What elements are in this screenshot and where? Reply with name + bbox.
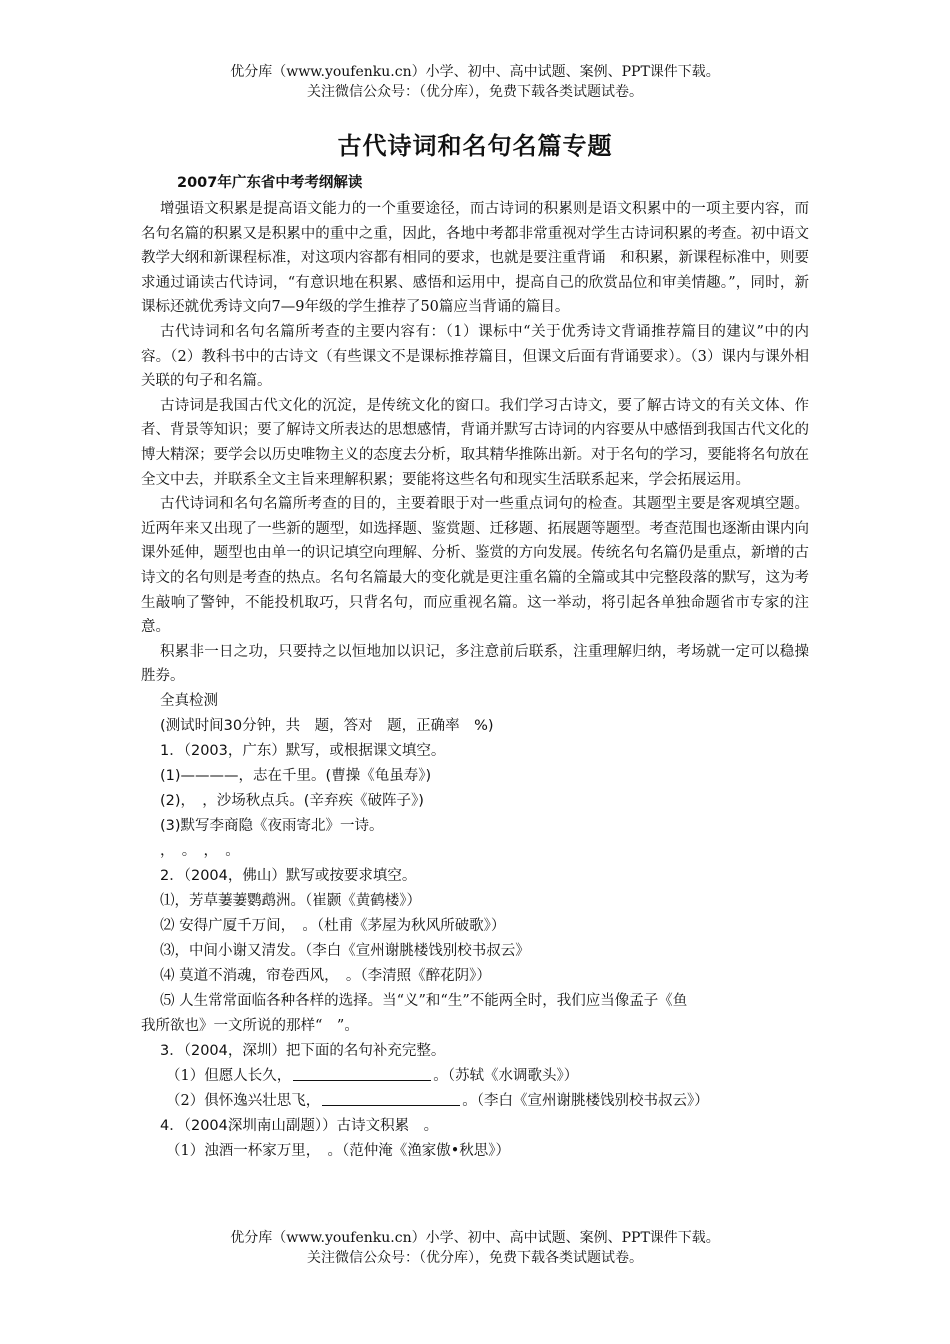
page-footer bbox=[0, 1228, 950, 1268]
question-1-item-1: (1)————，志在千里。(曹操《龟虽寿》) bbox=[160, 767, 432, 784]
page-header bbox=[0, 62, 950, 102]
question-3-item-1-source: 。（苏轼《水调歌头》） bbox=[433, 1067, 579, 1084]
section-heading: 2007年广东省中考考纲解读 bbox=[177, 175, 363, 191]
question-4-heading: 4．（2004深圳南山副题））古诗文积累 。 bbox=[160, 1117, 439, 1134]
footer-line-2: 关注微信公众号：（优分库），免费下载各类试题试卷。 bbox=[307, 1250, 643, 1266]
question-3-item-2 bbox=[141, 1089, 809, 1114]
header-line-1: 优分库（www.youfenku.cn）小学、初中、高中试题、案例、PPT课件下载。 bbox=[230, 64, 720, 80]
header-line-2: 关注微信公众号：（优分库），免费下载各类试题试卷。 bbox=[307, 84, 643, 100]
question-1-item-3: (3)默写李商隐《夜雨寄北》一诗。 bbox=[160, 817, 384, 834]
question-2-item-1: ⑴，芳草萋萋鹦鹉洲。（崔颢《黄鹤楼》） bbox=[160, 892, 421, 909]
question-3-item-2-text: （2）俱怀逸兴壮思飞， bbox=[166, 1092, 321, 1109]
paragraph-4: 古代诗词和名句名篇所考查的目的，主要着眼于对一些重点词句的检查。其题型主要是客观填空题。近两年来又出现了一些新的题型，如选择题、鉴赏题、迁移题、拓展题等题型。考查范围也逐渐由课内向课外延伸，题型也由单一的识记填空向理解、分析、鉴赏的方向发展。传统名句名篇仍是重点，新增的古诗文的名句则是考查的热点。名句名篇最大的变化就是更注重名篇的全篇或其中完整段落的默写，这为考生敲响了警钟，不能投机取巧，只背名句，而应重视名篇。这一举动，将引起各单独命题省市专家的注意。 bbox=[141, 496, 809, 636]
question-2-heading: 2．（2004，佛山）默写或按要求填空。 bbox=[160, 867, 417, 884]
question-1-item-2: (2)， ，沙场秋点兵。(辛弃疾《破阵子》) bbox=[160, 792, 424, 809]
answer-blank[interactable] bbox=[293, 1066, 431, 1081]
paragraph-2: 古代诗词和名句名篇所考查的主要内容有：（1）课标中“关于优秀诗文背诵推荐篇目的建议”中的内容。（2）教科书中的古诗文（有些课文不是课标推荐篇目，但课文后面有背诵要求）。（3）课内与课外相关联的句子和名篇。 bbox=[141, 323, 809, 390]
question-3-item-1-text: （1）但愿人长久， bbox=[166, 1067, 292, 1084]
paragraph-1: 增强语文积累是提高语文能力的一个重要途径，而古诗词的积累则是语文积累中的一项主要内容，而名句名篇的积累又是积累中的重中之重，因此，各地中考都非常重视对学生古诗词积累的考查。初中语文教学大纲和新课程标准，对这项内容都有相同的要求，也就是要注重背诵 和积累，新课程标准中，则要求通过诵读古代诗词，“有意识地在积累、感悟和运用中，提高自己的欣赏品位和审美情趣。”，同时，新课标还就优秀诗文向7—9年级的学生推荐了50篇应当背诵的篇目。 bbox=[141, 201, 809, 316]
question-4-item-1: （1）浊酒一杯家万里， 。（范仲淹《渔家傲•秋思》） bbox=[166, 1142, 511, 1159]
question-2-item-5: ⑸ 人生常常面临各种各样的选择。当“义”和“生”不能两全时，我们应当像孟子《鱼 bbox=[160, 992, 688, 1009]
paragraph-3: 古诗词是我国古代文化的沉淀，是传统文化的窗口。我们学习古诗文，要了解古诗文的有关文体、作者、背景等知识；要了解诗文所表达的思想感情，背诵并默写古诗词的内容要从中感悟到我国古代文化的博大精深；要学会以历史唯物主义的态度去分析，取其精华推陈出新。对于名句的学习，要能将名句放在全文中去，并联系全文主旨来理解积累；要能将这些名句和现实生活联系起来，学会拓展运用。 bbox=[141, 397, 809, 488]
paragraph-5: 积累非一日之功，只要持之以恒地加以识记，多注意前后联系，注重理解归纳，考场就一定可以稳操胜券。 bbox=[141, 643, 809, 685]
footer-line-1: 优分库（www.youfenku.cn）小学、初中、高中试题、案例、PPT课件下载。 bbox=[230, 1230, 720, 1246]
question-2-item-2: ⑵ 安得广厦千万间， 。（杜甫《茅屋为秋风所破歌》） bbox=[160, 917, 506, 934]
question-1-answer-line: ， 。 ， 。 bbox=[160, 842, 240, 859]
question-3-item-2-source: 。（李白《宣州谢朓楼饯别校书叔云》） bbox=[462, 1092, 709, 1109]
question-3-heading: 3．（2004，深圳）把下面的名句补充完整。 bbox=[160, 1042, 446, 1059]
question-2-item-4: ⑷ 莫道不消魂，帘卷西风， 。（李清照《醉花阴》） bbox=[160, 967, 491, 984]
test-meta: (测试时间30分钟，共 题，答对 题，正确率 %) bbox=[160, 717, 494, 734]
test-heading: 全真检测 bbox=[160, 692, 218, 709]
question-2-item-5-cont: 我所欲也》一文所说的那样“ ”。 bbox=[141, 1017, 359, 1034]
document-title: 古代诗词和名句名篇专题 bbox=[337, 131, 613, 160]
question-3-item-1 bbox=[141, 1064, 809, 1089]
answer-blank[interactable] bbox=[322, 1091, 460, 1106]
question-1-heading: 1．（2003，广东）默写，或根据课文填空。 bbox=[160, 742, 446, 759]
question-2-item-3: ⑶，中间小谢又清发。（李白《宣州谢朓楼饯别校书叔云》 bbox=[160, 942, 530, 959]
document-body bbox=[141, 127, 809, 1164]
